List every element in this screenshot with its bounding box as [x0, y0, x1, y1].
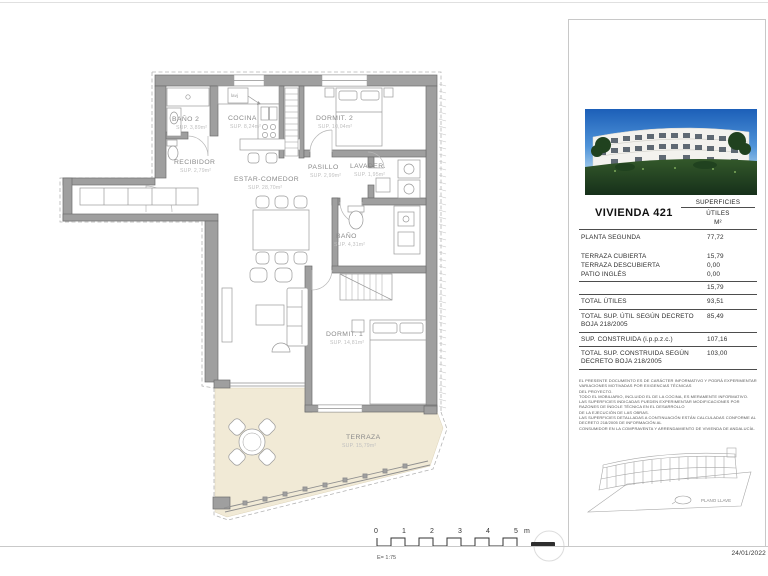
- row-label: SUP. CONSTRUIDA (i.p.p.z.c.): [581, 336, 673, 343]
- row-value: 103,00: [707, 350, 728, 357]
- room-area-recibidor: SUP. 2,79m²: [180, 168, 212, 174]
- table-row-construida: [581, 336, 757, 344]
- row-value: 93,51: [707, 298, 724, 305]
- room-label-dormit1: DORMIT. 1: [326, 331, 364, 338]
- room-label-pasillo: PASILLO: [308, 164, 339, 171]
- row-value: 77,72: [707, 234, 724, 241]
- room-label-lavadero: LAVADER.: [350, 163, 386, 170]
- table-row: [581, 262, 757, 270]
- row-label: PATIO INGLÉS: [581, 271, 627, 278]
- unit-title: VIVIENDA 421: [595, 207, 673, 219]
- row-label: PLANTA SEGUNDA: [581, 234, 641, 241]
- legal-line: DE LA EJECUCIÓN DE LAS OBRAS.: [579, 409, 650, 415]
- hall-wardrobe: [285, 88, 298, 156]
- legal-line: LAS SUPERFICIES INDICADAS PUEDEN EXPERIMENTAR MODIFICACIONES POR RAZONES DE ÍNDOLE TÉCNICA EN EL DESARROLLO: [579, 399, 740, 410]
- table-row-total-utiles: [581, 298, 757, 306]
- scale-unit: m: [524, 528, 530, 535]
- room-area-bano: SUP. 4,31m²: [334, 242, 366, 248]
- info-panel: [568, 19, 766, 547]
- svg-text:2: 2: [430, 528, 434, 535]
- legal-line: CONSUMIDOR EN LA COMPRAVENTA Y ARRENDAMIENTO DE VIVIENDA DE ANDALUCÍA.: [579, 425, 755, 431]
- row-value: 15,79: [707, 253, 724, 260]
- sheet-footer-rule: [0, 546, 768, 547]
- room-area-dormit2: SUP. 10,04m²: [318, 124, 353, 130]
- superficies-header: [681, 199, 755, 226]
- living-furniture: [222, 196, 309, 352]
- row-label: TOTAL ÚTILES: [581, 298, 627, 305]
- room-label-cocina: COCINA: [228, 115, 257, 122]
- row-label: TERRAZA CUBIERTA: [581, 253, 647, 260]
- room-area-lavadero: SUP. 1,95m²: [354, 172, 386, 178]
- row-label-line2: BOJA 218/2005: [581, 321, 628, 328]
- room-area-pasillo: SUP. 2,99m²: [310, 173, 342, 179]
- room-label-terraza: TERRAZA: [346, 434, 381, 441]
- row-label-line1: TOTAL SUP. ÚTIL SEGÚN DECRETO: [581, 313, 694, 320]
- row-value: 15,79: [707, 284, 724, 291]
- appliance-label: lavj: [231, 93, 238, 98]
- row-value: 85,49: [707, 313, 724, 320]
- table-rule: [579, 281, 757, 282]
- table-rule: [579, 346, 757, 347]
- room-area-estar: SUP. 28,70m²: [248, 185, 283, 191]
- table-rule: [579, 309, 757, 310]
- table-rule: [579, 229, 757, 230]
- legal-disclaimer: [579, 378, 759, 431]
- superficies-header-line3: M²: [714, 219, 722, 226]
- table-rule: [579, 294, 757, 295]
- table-rule: [579, 332, 757, 333]
- svg-text:1: 1: [402, 528, 406, 535]
- row-value: 0,00: [707, 271, 721, 278]
- legal-line: EL PRESENTE DOCUMENTO ES DE CARÁCTER INFORMATIVO Y PODRÁ EXPERIMENTAR VARIACIONES MOTIVADAS POR EXIGENCIAS TÉCNICAS: [579, 378, 757, 389]
- table-rule: [579, 369, 757, 370]
- bath2-fixtures: [167, 88, 209, 160]
- building-render-image: [585, 109, 757, 195]
- room-area-terraza: SUP. 15,79m²: [342, 443, 377, 449]
- room-label-bano2: BAÑO 2: [172, 116, 200, 123]
- table-row: [581, 234, 757, 242]
- room-label-dormit2: DORMIT. 2: [316, 115, 354, 122]
- table-row: [581, 253, 757, 261]
- room-label-recibidor: RECIBIDOR: [174, 159, 216, 166]
- scale-bar: [374, 528, 530, 561]
- right-wall-ticks: [439, 84, 446, 408]
- table-row-subtotal: [581, 284, 757, 292]
- superficies-header-line2: ÚTILES: [706, 210, 730, 217]
- entry-bench: [80, 188, 198, 205]
- table-row-decreto-util: [581, 313, 757, 329]
- svg-text:3: 3: [458, 528, 462, 535]
- row-label: TERRAZA DESCUBIERTA: [581, 262, 660, 269]
- legal-line: DEL PROYECTO.: [579, 388, 613, 394]
- row-value: 0,00: [707, 262, 721, 269]
- legal-line: TODO EL MOBILIARIO, INCLUIDO EL DE LA COCINA, ES MERAMENTE INFORMATIVO.: [579, 393, 749, 399]
- bed1: [340, 274, 426, 404]
- superficies-header-line1: SUPERFICIES: [681, 199, 755, 208]
- svg-text:0: 0: [374, 528, 378, 535]
- row-label: [581, 284, 707, 292]
- row-label-line1: TOTAL SUP. CONSTRUIDA SEGÚN: [581, 350, 689, 357]
- row-label-line2: DECRETO BOJA 218/2005: [581, 358, 662, 365]
- room-label-estar: ESTAR-COMEDOR: [234, 176, 300, 183]
- room-label-bano: BAÑO: [336, 233, 357, 240]
- room-area-cocina: SUP. 8,24m²: [230, 124, 262, 130]
- scale-note: E= 1:75: [377, 555, 397, 561]
- room-area-dormit1: SUP. 14,81m²: [330, 340, 365, 346]
- key-plan-label: PLANO LLAVE: [701, 498, 732, 503]
- svg-text:5: 5: [514, 528, 518, 535]
- plan-date: 24/01/2022: [731, 550, 766, 557]
- table-row-total-construida: [581, 350, 757, 366]
- key-plan-sketch: [585, 432, 757, 540]
- legal-line: LAS SUPERFICIES DETALLADAS A CONTINUACIÓN ESTÁN CALCULADAS CONFORME AL DECRETO 218/2005 DE INFORMACIÓN AL: [579, 415, 756, 426]
- svg-text:4: 4: [486, 528, 490, 535]
- room-area-bano2: SUP. 3,89m²: [176, 125, 208, 131]
- row-value: 107,16: [707, 336, 728, 343]
- table-row: [581, 271, 757, 279]
